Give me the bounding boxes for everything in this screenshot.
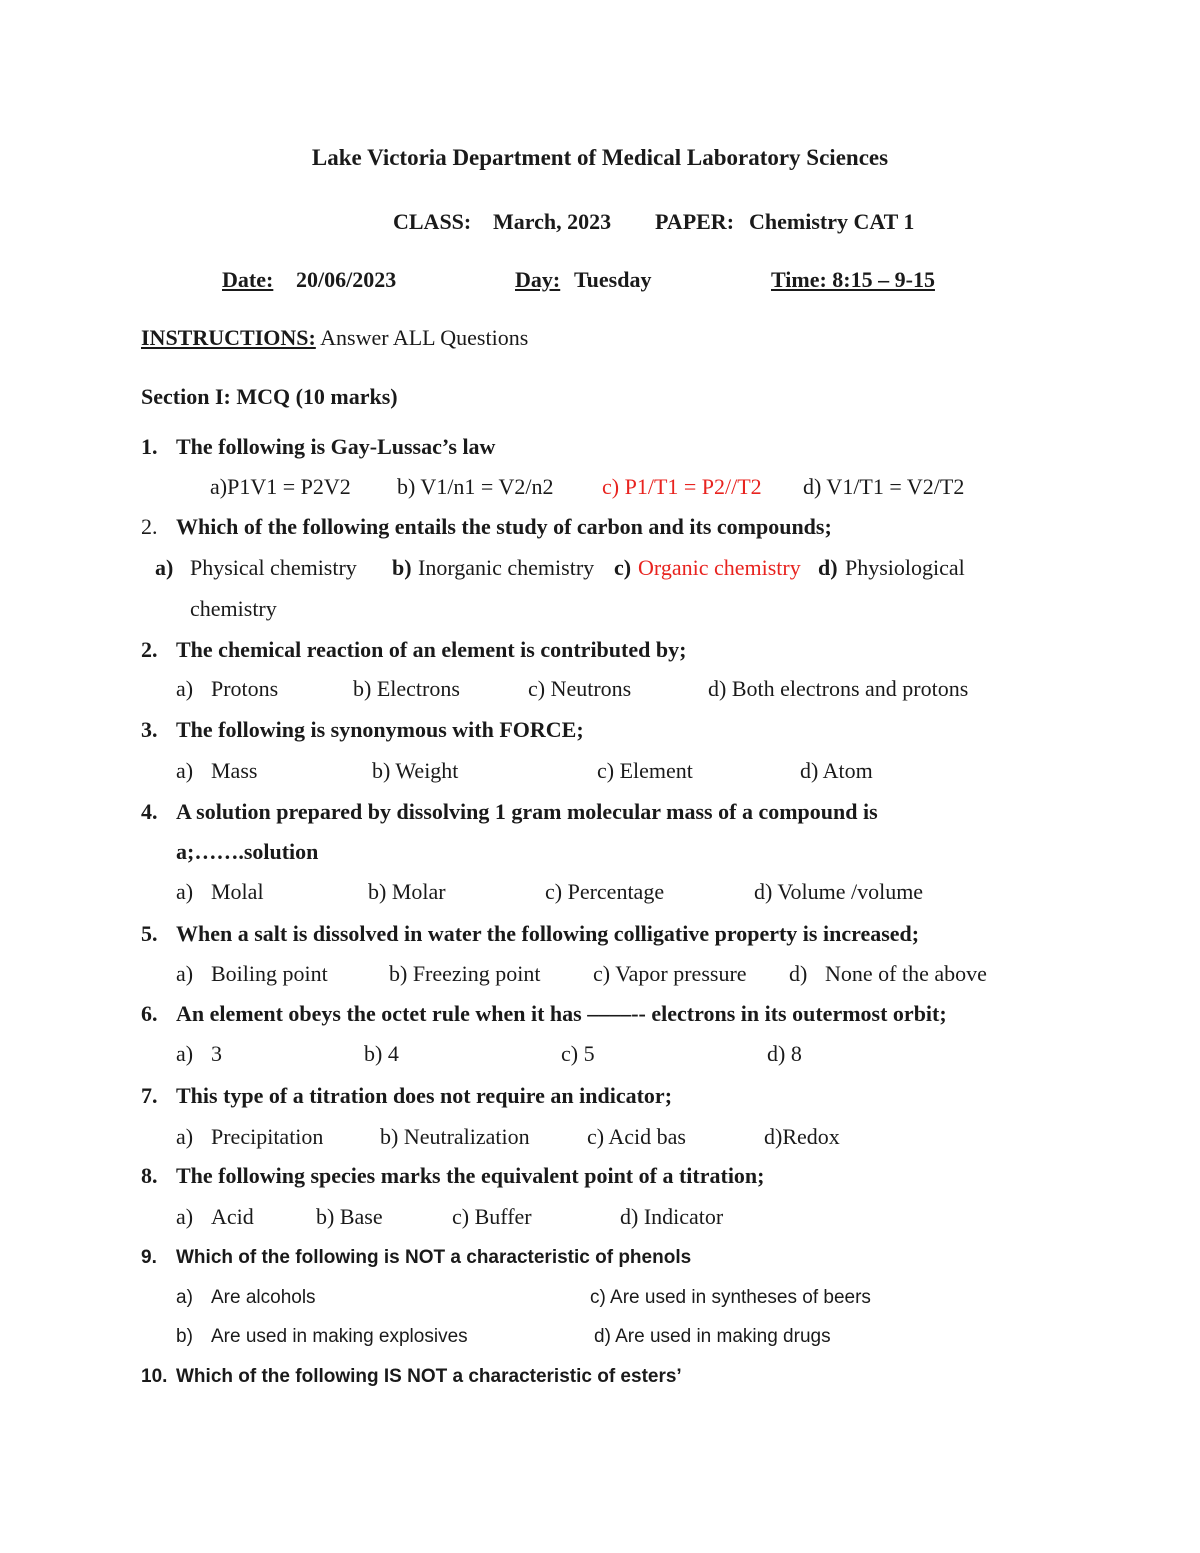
option: d)Redox <box>764 1124 840 1149</box>
question-text: The following is Gay-Lussac’s law <box>176 434 496 459</box>
option-letter: c) <box>614 555 632 580</box>
option: c) Are used in syntheses of beers <box>590 1287 871 1308</box>
option: d) Indicator <box>620 1204 724 1229</box>
option: b) Electrons <box>353 676 460 701</box>
option: c) Vapor pressure <box>593 961 747 986</box>
option: b) Neutralization <box>380 1124 530 1149</box>
option-letter: b) <box>392 555 412 580</box>
option: Physiological <box>845 555 965 580</box>
question-text: An element obeys the octet rule when it has ––––-- electrons in its outermost orbit; <box>176 1001 947 1026</box>
question-text: This type of a titration does not require an indicator; <box>176 1083 673 1108</box>
option: Protons <box>211 676 279 701</box>
class-label: CLASS: <box>393 209 472 234</box>
question-text: A solution prepared by dissolving 1 gram molecular mass of a compound is <box>176 799 878 824</box>
option-letter: b) <box>176 1326 193 1347</box>
option: c) Acid bas <box>587 1124 686 1149</box>
option: b) Molar <box>368 879 446 904</box>
section-title: Section I: MCQ (10 marks) <box>141 384 398 409</box>
question-number: 6. <box>141 1001 158 1026</box>
option: Boiling point <box>211 961 328 986</box>
option: b) Weight <box>372 758 459 783</box>
option: d) Both electrons and protons <box>708 676 969 701</box>
question-number: 7. <box>141 1083 158 1108</box>
paper-label: PAPER: <box>655 209 735 234</box>
option: d) V1/T1 = V2/T2 <box>803 474 965 499</box>
option: b) Freezing point <box>389 961 541 986</box>
option: b) Base <box>316 1204 383 1229</box>
option: d) Are used in making drugs <box>594 1326 831 1347</box>
option-letter: d) <box>818 555 838 580</box>
question-text: Which of the following entails the study of carbon and its compounds; <box>176 514 832 539</box>
option-letter: a) <box>176 758 194 783</box>
question-number: 10. <box>141 1366 168 1387</box>
option: Precipitation <box>211 1124 324 1149</box>
option-letter: a) <box>176 1124 194 1149</box>
option: c) Percentage <box>545 879 665 904</box>
option: c) 5 <box>561 1041 595 1066</box>
option-letter: a) <box>176 1041 194 1066</box>
day-value: Tuesday <box>574 267 652 292</box>
time-label: Time: 8:15 – 9-15 <box>771 267 935 292</box>
option: Acid <box>211 1204 254 1229</box>
option-letter: a) <box>176 1204 194 1229</box>
class-value: March, 2023 <box>493 209 612 234</box>
question-text-continued: a;…….solution <box>176 839 319 864</box>
option-answer: Organic chemistry <box>638 555 801 580</box>
question-number: 3. <box>141 717 158 742</box>
question-number: 2. <box>141 637 158 662</box>
option: d) Volume /volume <box>754 879 924 904</box>
option: a)P1V1 = P2V2 <box>210 474 351 499</box>
date-label: Date: <box>222 267 274 292</box>
question-text: The following is synonymous with FORCE; <box>176 717 584 742</box>
option-letter: a) <box>176 1287 193 1308</box>
option: Are alcohols <box>211 1287 316 1308</box>
option-answer: c) P1/T1 = P2//T2 <box>602 474 762 499</box>
day-label: Day: <box>515 267 561 292</box>
question-number: 4. <box>141 799 158 824</box>
option: b) V1/n1 = V2/n2 <box>397 474 554 499</box>
option: Molal <box>211 879 264 904</box>
option: 3 <box>211 1041 222 1066</box>
instructions-label: INSTRUCTIONS: <box>141 325 316 350</box>
option-letter: a) <box>176 676 194 701</box>
option: chemistry <box>190 596 277 621</box>
option: Physical chemistry <box>190 555 357 580</box>
question-number: 5. <box>141 921 158 946</box>
instructions <box>141 325 528 351</box>
option: d) 8 <box>767 1041 802 1066</box>
question-number: 8. <box>141 1163 158 1188</box>
option: d) Atom <box>800 758 873 783</box>
document-title: Lake Victoria Department of Medical Laboratory Sciences <box>311 145 889 170</box>
option-letter: a) <box>176 961 194 986</box>
question-text: Which of the following IS NOT a characteristic of esters’ <box>176 1366 682 1387</box>
question-number: 2. <box>141 514 158 539</box>
instructions-text: Answer ALL Questions <box>315 325 529 350</box>
option: c) Buffer <box>452 1204 532 1229</box>
option: c) Neutrons <box>528 676 632 701</box>
question-text: The chemical reaction of an element is contributed by; <box>176 637 687 662</box>
question-text: When a salt is dissolved in water the following colligative property is increased; <box>176 921 920 946</box>
question-text: Which of the following is NOT a characteristic of phenols <box>176 1247 692 1268</box>
option: Inorganic chemistry <box>418 555 595 580</box>
date-value: 20/06/2023 <box>296 267 397 292</box>
option-letter: d) <box>789 961 808 986</box>
question-number: 9. <box>141 1247 157 1268</box>
option: c) Element <box>597 758 693 783</box>
option-letter: a) <box>176 879 194 904</box>
option: b) 4 <box>364 1041 399 1066</box>
option-letter: a) <box>155 555 174 580</box>
paper-value: Chemistry CAT 1 <box>749 209 915 234</box>
option: None of the above <box>825 961 987 986</box>
question-text: The following species marks the equivalent point of a titration; <box>176 1163 765 1188</box>
question-number: 1. <box>141 434 158 459</box>
option: Mass <box>211 758 258 783</box>
option: Are used in making explosives <box>211 1326 468 1347</box>
